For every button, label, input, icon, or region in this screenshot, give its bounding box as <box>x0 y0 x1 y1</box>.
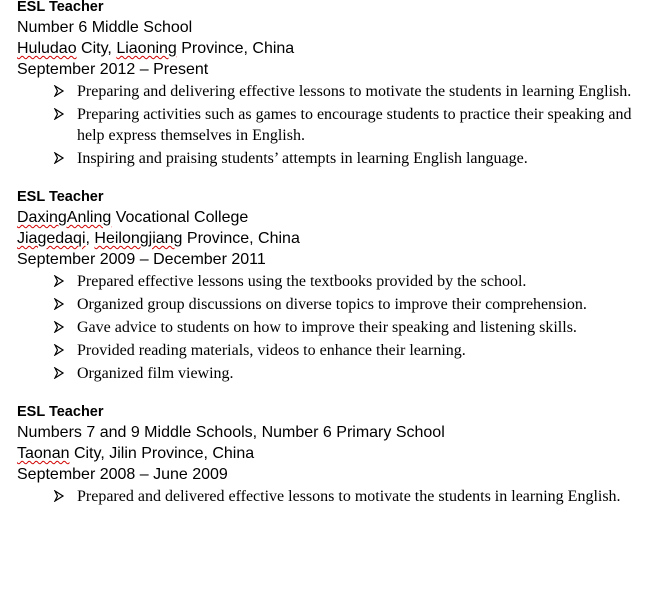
employer-name <box>17 422 657 443</box>
job-entry <box>17 402 657 507</box>
responsibility-item <box>17 363 657 384</box>
spellcheck-flagged-word[interactable]: Jiagedaqi <box>17 230 86 247</box>
job-entry <box>17 187 657 384</box>
arrow-bullet-icon <box>53 298 65 310</box>
job-dates: September 2012 – Present <box>17 61 209 78</box>
spellcheck-flagged-word[interactable]: DaxingAnling <box>17 209 112 226</box>
responsibility-item <box>17 317 657 338</box>
employer-text: Numbers 7 and 9 Middle Schools, Number 6 Primary School <box>17 424 445 441</box>
arrow-bullet-icon <box>53 275 65 287</box>
job-entry <box>17 0 657 169</box>
responsibility-text: Prepared and delivered effective lessons to motivate the students in learning English. <box>77 488 621 505</box>
location-text: Province, China <box>182 230 300 247</box>
resume-experience-section <box>17 0 657 509</box>
responsibility-list <box>17 486 657 507</box>
employer-name <box>17 17 657 38</box>
spellcheck-flagged-word[interactable]: Taonan <box>17 445 70 462</box>
location-text: City, <box>76 40 117 57</box>
arrow-bullet-icon <box>53 108 65 120</box>
location-text: , <box>85 230 95 247</box>
location-text: City, Jilin Province, China <box>69 445 255 462</box>
employer-text: Vocational College <box>111 209 249 226</box>
job-dates: September 2009 – December 2011 <box>17 251 266 268</box>
responsibility-item <box>17 294 657 315</box>
arrow-bullet-icon <box>53 490 65 502</box>
responsibility-list <box>17 81 657 169</box>
arrow-bullet-icon <box>53 85 65 97</box>
responsibility-text: Preparing activities such as games to encourage students to practice their speaking and help express themselves in English. <box>77 106 632 144</box>
job-location <box>17 38 657 59</box>
job-title: ESL Teacher <box>17 189 104 205</box>
spellcheck-flagged-word[interactable]: Liaoning <box>116 40 177 57</box>
responsibility-item <box>17 104 657 146</box>
responsibility-text: Preparing and delivering effective lessons to motivate the students in learning English. <box>77 83 632 100</box>
arrow-bullet-icon <box>53 321 65 333</box>
responsibility-text: Inspiring and praising students’ attempts in learning English language. <box>77 150 528 167</box>
job-dates: September 2008 – June 2009 <box>17 466 228 483</box>
responsibility-text: Prepared effective lessons using the textbooks provided by the school. <box>77 273 527 290</box>
job-title: ESL Teacher <box>17 404 104 420</box>
responsibility-text: Organized film viewing. <box>77 365 234 382</box>
employer-name <box>17 207 657 228</box>
responsibility-text: Organized group discussions on diverse topics to improve their comprehension. <box>77 296 587 313</box>
arrow-bullet-icon <box>53 367 65 379</box>
job-location <box>17 228 657 249</box>
responsibility-text: Gave advice to students on how to improve their speaking and listening skills. <box>77 319 577 336</box>
arrow-bullet-icon <box>53 344 65 356</box>
job-title: ESL Teacher <box>17 0 104 15</box>
responsibility-item <box>17 486 657 507</box>
employer-text: Number 6 Middle School <box>17 19 193 36</box>
spellcheck-flagged-word[interactable]: Huludao <box>17 40 77 57</box>
responsibility-text: Provided reading materials, videos to enhance their learning. <box>77 342 466 359</box>
responsibility-item <box>17 271 657 292</box>
arrow-bullet-icon <box>53 152 65 164</box>
responsibility-item <box>17 340 657 361</box>
responsibility-item <box>17 81 657 102</box>
responsibility-list <box>17 271 657 384</box>
job-location <box>17 443 657 464</box>
location-text: Province, China <box>176 40 295 57</box>
spellcheck-flagged-word[interactable]: Heilongjiang <box>94 230 183 247</box>
responsibility-item <box>17 148 657 169</box>
